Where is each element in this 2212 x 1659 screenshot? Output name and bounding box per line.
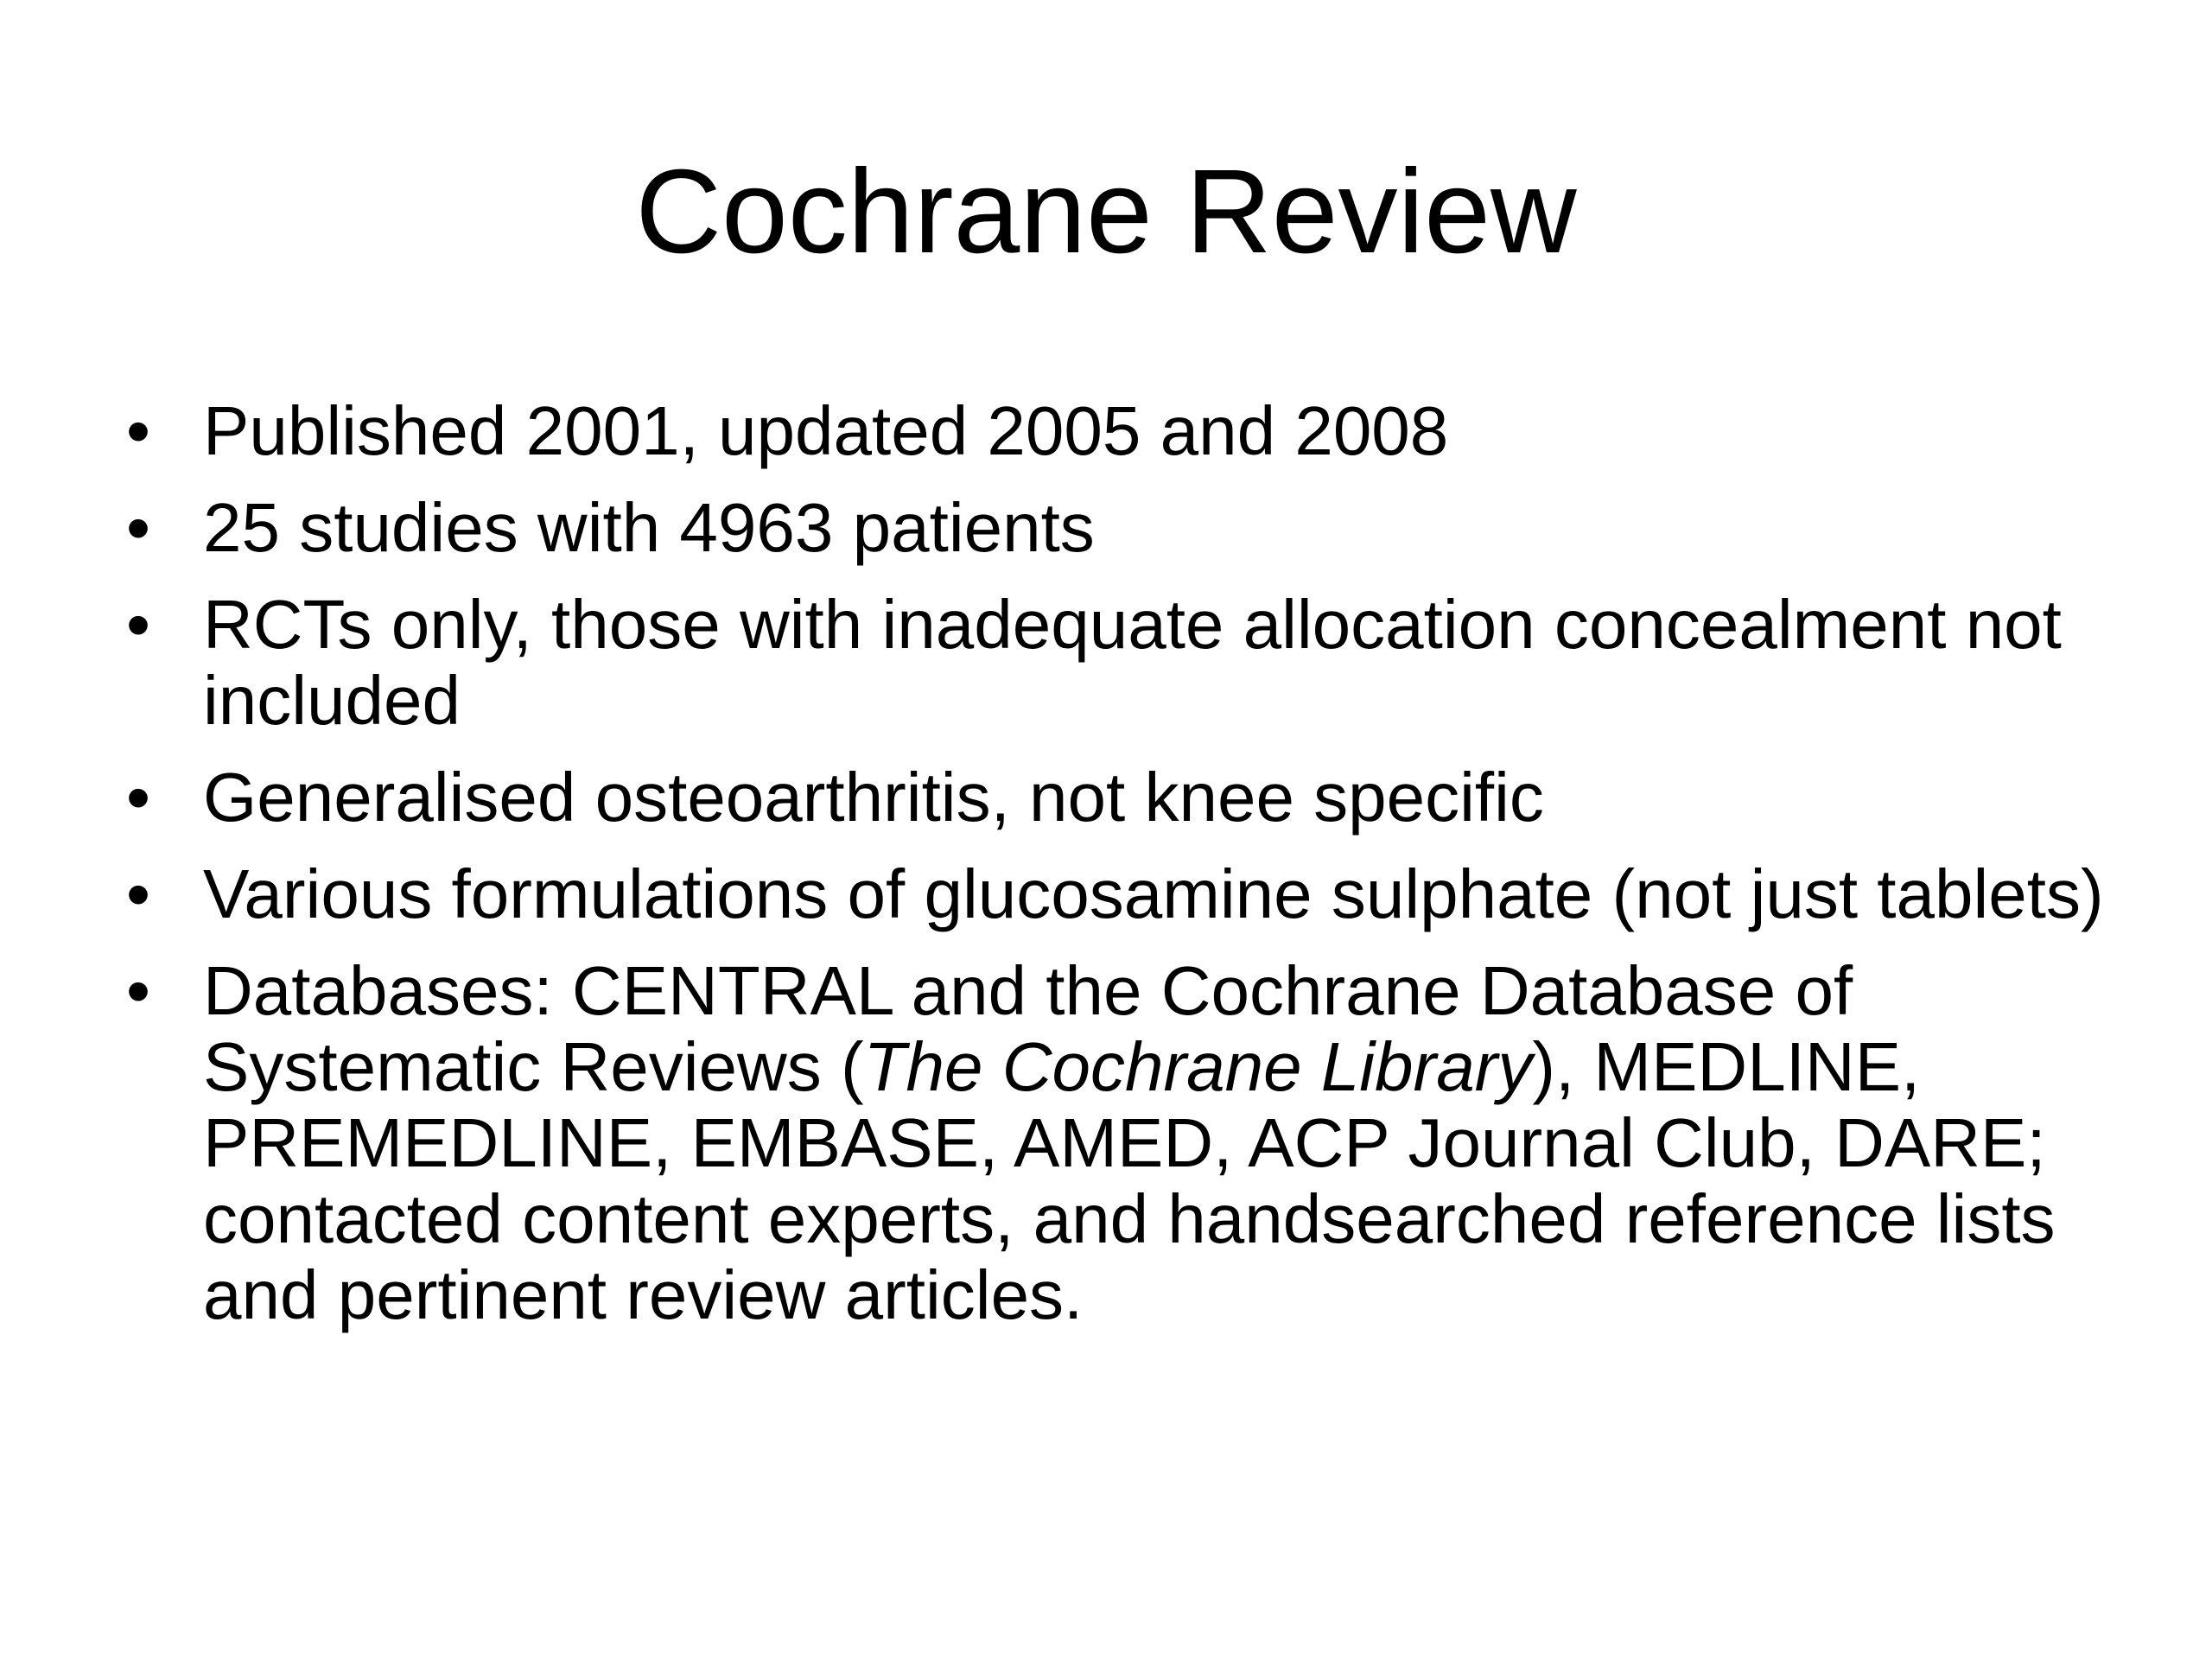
bullet-icon: • (125, 855, 150, 932)
bullet-item-formulations (121, 856, 2108, 932)
bullet-text: 25 studies with 4963 patients (203, 489, 1095, 566)
bullet-item-osteoarthritis (121, 760, 2108, 836)
bullet-icon: • (125, 489, 150, 566)
bullet-text: Generalised osteoarthritis, not knee specific (203, 759, 1544, 836)
bullet-text (203, 953, 2108, 1333)
bullet-text: RCTs only, those with inadequate allocation concealment not included (203, 586, 2062, 739)
bullet-icon: • (125, 586, 150, 663)
bullet-item-studies (121, 490, 2108, 566)
slide-title: Cochrane Review (635, 145, 1577, 278)
bullet-item-rcts (121, 587, 2108, 739)
bullet-item-databases (121, 953, 2108, 1333)
bullet-icon: • (125, 952, 150, 1029)
bullet-text-part: Databases: CENTRAL and the Cochrane Database of Systematic Reviews ( (203, 952, 1853, 1105)
bullet-item-published (121, 393, 2108, 469)
bullet-text-part: ), MEDLINE, PREMEDLINE, EMBASE, AMED, ACP Journal Club, DARE; contacted content experts, and handsearched reference lists and pertinent review articles. (203, 1028, 2056, 1333)
bullet-icon: • (125, 392, 150, 469)
bullet-text-italic: The Cochrane Library (863, 1028, 1533, 1105)
bullet-text: Various formulations of glucosamine sulphate (not just tablets) (203, 855, 2104, 932)
bullet-text: Published 2001, updated 2005 and 2008 (203, 392, 1449, 469)
bullet-list (121, 393, 2108, 1354)
bullet-icon: • (125, 759, 150, 836)
